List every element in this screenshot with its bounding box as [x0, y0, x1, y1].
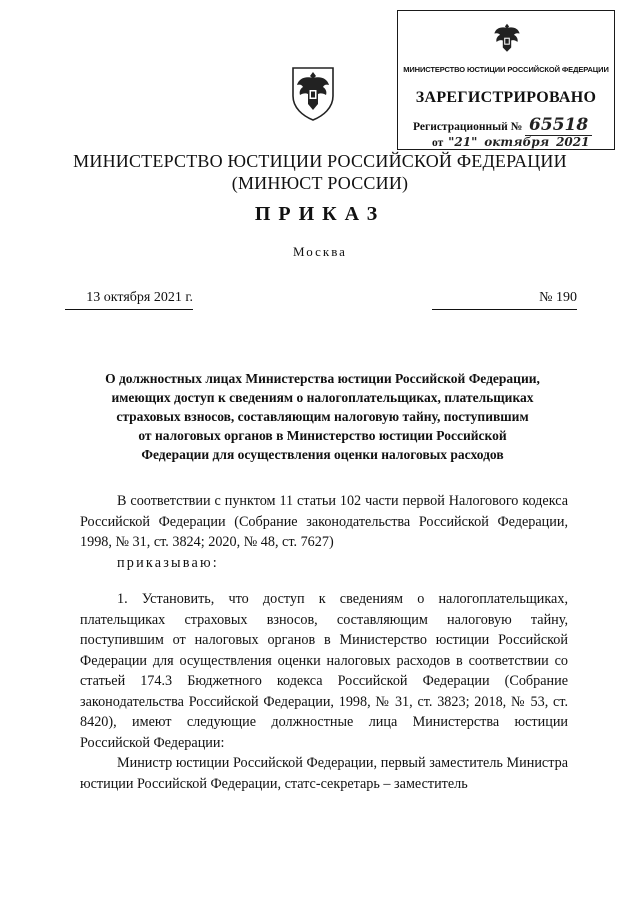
ministry-title-line2: (МИНЮСТ РОССИИ): [231, 173, 409, 193]
stamp-reg-number: 65518: [525, 115, 592, 136]
stamp-date-month: октября: [484, 135, 550, 149]
heading-line: страховых взносов, составляющим налоговую тайну, поступившим: [116, 409, 529, 424]
heading-line: О должностных лицах Министерства юстиции Российской Федерации,: [105, 371, 540, 386]
heading-line: Федерации для осуществления оценки налоговых расходов: [141, 447, 504, 462]
order-heading: [70, 369, 575, 464]
stamp-reg-label: Регистрационный №: [413, 121, 523, 133]
order-title: ПРИКАЗ: [254, 203, 386, 225]
order-body: [80, 491, 568, 794]
stamp-date-prefix: от: [432, 137, 444, 149]
city-name: Москва: [293, 244, 347, 259]
order-date: 13 октября 2021 г.: [65, 290, 193, 310]
ministry-title-line1: МИНИСТЕРСТВО ЮСТИЦИИ РОССИЙСКОЙ ФЕДЕРАЦИИ: [73, 151, 567, 171]
heading-line: имеющих доступ к сведениям о налогоплательщиках, плательщиках: [111, 390, 534, 405]
stamp-ministry-name: МИНИСТЕРСТВО ЮСТИЦИИ РОССИЙСКОЙ ФЕДЕРАЦИИ: [403, 65, 609, 74]
stamp-eagle-icon: [493, 19, 521, 55]
stamp-date-line: [432, 135, 591, 149]
registration-stamp: [397, 10, 615, 150]
preamble-paragraph: В соответствии с пунктом 11 статьи 102 части первой Налогового кодекса Российской Федерации (Собрание законодательства Российской Федерации, 1998, № 31, ст. 3824; 2020, № 48, ст. 7627): [80, 493, 568, 550]
stamp-registered-label: ЗАРЕГИСТРИРОВАНО: [415, 89, 597, 106]
ministry-title: [0, 150, 640, 194]
stamp-registration-line: [413, 115, 592, 135]
point-1-paragraph: 1. Установить, что доступ к сведениям о налогоплательщиках, плательщиках страховых взносов, составляющим налоговую тайну, поступившим от налоговых органов в Министерство юстиции Российской Федерации для осуществления оценки налоговых расходов в соответствии со статьей 174.3 Бюджетного кодекса Российской Федерации (Собрание законодательства Российской Федерации, 1998, № 31, ст. 3823; 2018, № 53, ст. 8420), имеют следующие должностные лица Министерства юстиции Российской Федерации:: [80, 591, 568, 751]
coat-of-arms-icon: [289, 62, 337, 122]
stamp-date-day: "21": [448, 135, 478, 149]
orders-keyword: приказываю:: [117, 554, 219, 571]
order-number: № 190: [432, 290, 577, 310]
point-1-continuation: Министр юстиции Российской Федерации, первый заместитель Министра юстиции Российской Федерации, статс-секретарь – заместитель: [80, 755, 568, 792]
heading-line: от налоговых органов в Министерство юстиции Российской: [138, 428, 507, 443]
stamp-date-year: 2021: [556, 135, 590, 149]
